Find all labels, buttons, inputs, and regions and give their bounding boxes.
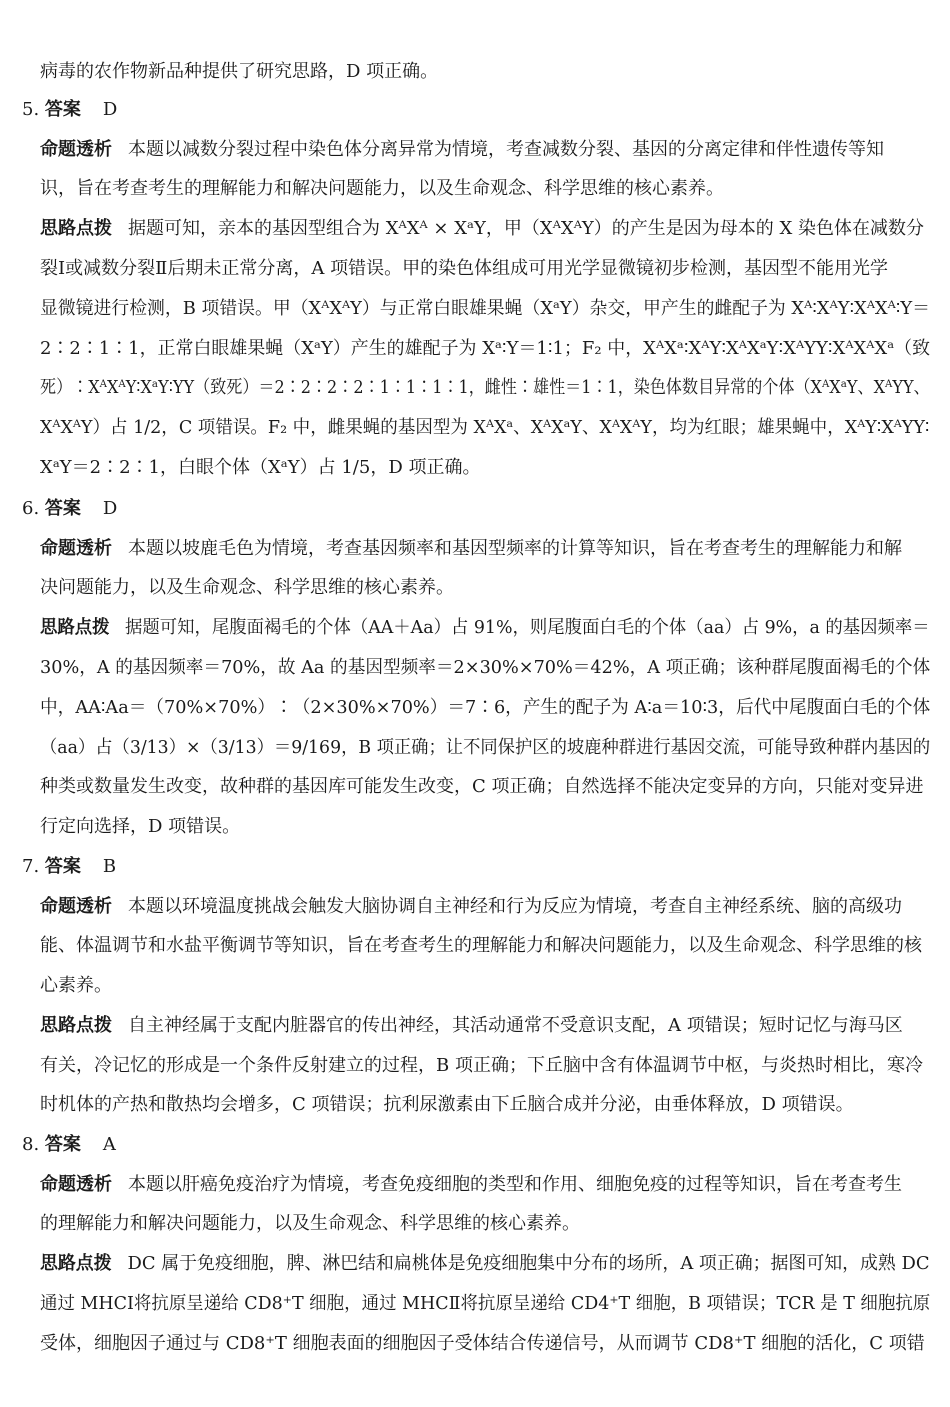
text-line: 行定向选择，D 项错误。 [40,816,241,837]
analysis-line [40,138,884,162]
question-number: 7. [22,856,40,877]
text-line: 裂Ⅰ或减数分裂Ⅱ后期未正常分离，A 项错误。甲的染色体组成可用光学显微镜初步检测，基因型不能用光学 [40,258,889,279]
analysis-label: 命题透析 [40,139,112,160]
question-number: 6. [22,498,40,519]
text-line: XᵃY＝2∶2∶1，白眼个体（XᵃY）占 1/5，D 项正确。 [40,457,481,478]
answer-label: 答案 [44,99,81,120]
analysis-line: 决问题能力，以及生命观念、科学思维的核心素养。 [40,577,454,598]
answer-label: 答案 [44,498,81,519]
answer-value: B [102,856,117,877]
text-line: 通过 MHCⅠ将抗原呈递给 CD8⁺T 细胞，通过 MHCⅡ将抗原呈递给 CD4⁺T 细胞，B 项错误；TCR 是 T 细胞抗原 [40,1293,931,1314]
text-line: 病毒的农作物新品种提供了研究思路，D 项正确。 [40,61,439,82]
text-line: XᴬXᴬY）占 1/2，C 项错误。F₂ 中，雌果蝇的基因型为 XᴬXᵃ、XᴬXᵃY、XᴬXᴬY，均为红眼；雄果蝇中，XᴬY∶XᴬYY∶ [40,417,930,438]
analysis-label: 命题透析 [40,538,112,559]
analysis-text: 本题以坡鹿毛色为情境，考查基因频率和基因型频率的计算等知识，旨在考查考生的理解能力和解 [128,538,902,559]
analysis-line: 能、体温调节和水盐平衡调节等知识，旨在考查考生的理解能力和解决问题能力，以及生命观念、科学思维的核 [40,935,922,956]
question-number: 8. [22,1134,40,1155]
hint-text: 自主神经属于支配内脏器官的传出神经，其活动通常不受意识支配，A 项错误；短时记忆与海马区 [128,1015,903,1036]
text-line: 时机体的产热和散热均会增多，C 项错误；抗利尿激素由下丘脑合成并分泌，由垂体释放，D 项错误。 [40,1094,854,1115]
analysis-text: 本题以减数分裂过程中染色体分离异常为情境，考查减数分裂、基因的分离定律和伴性遗传等知 [128,139,884,160]
analysis-text: 本题以肝癌免疫治疗为情境，考查免疫细胞的类型和作用、细胞免疫的过程等知识，旨在考查考生 [128,1174,902,1195]
analysis-text: 本题以环境温度挑战会触发大脑协调自主神经和行为反应为情境，考查自主神经系统、脑的高级功 [128,896,902,917]
hint-text: DC 属于免疫细胞，脾、淋巴结和扁桃体是免疫细胞集中分布的场所，A 项正确；据图可知，成熟 DC [127,1253,930,1274]
answer-label: 答案 [44,1134,81,1155]
analysis-line: 心素养。 [40,975,112,996]
question-5-answer [22,98,117,122]
analysis-label: 命题透析 [40,1174,112,1195]
hint-label: 思路点拨 [40,617,110,638]
hint-label: 思路点拨 [40,1015,112,1036]
text-line: 有关，冷记忆的形成是一个条件反射建立的过程，B 项正确；下丘脑中含有体温调节中枢，与炎热时相比，寒冷 [40,1055,923,1076]
hint-line [40,1252,930,1276]
hint-line [40,616,930,640]
question-7-answer [22,855,116,879]
analysis-line [40,537,902,561]
text-line: （aa）占（3/13）×（3/13）＝9/169，B 项正确；让不同保护区的坡鹿种群进行基因交流，可能导致种群内基因的 [40,737,931,758]
analysis-line [40,895,902,919]
hint-text: 据题可知，亲本的基因型组合为 XᴬXᴬ × XᵃY，甲（XᴬXᴬY）的产生是因为母本的 X 染色体在减数分 [128,218,925,239]
text-line: 种类或数量发生改变，故种群的基因库可能发生改变，C 项正确；自然选择不能决定变异的方向，只能对变异进 [40,776,924,797]
analysis-line: 识，旨在考查考生的理解能力和解决问题能力，以及生命观念、科学思维的核心素养。 [40,178,724,199]
answer-label: 答案 [44,856,81,877]
question-6-answer [22,497,117,521]
text-line: 中，AA∶Aa＝（70%×70%）∶（2×30%×70%）＝7∶6，产生的配子为 A∶a＝10∶3，后代中尾腹面白毛的个体 [40,697,931,718]
question-8-answer [22,1133,116,1157]
text-line: 受体，细胞因子通过与 CD8⁺T 细胞表面的细胞因子受体结合传递信号，从而调节 CD8⁺T 细胞的活化，C 项错 [40,1333,925,1354]
text-line: 死）∶XᴬXᴬY∶XᵃY∶YY（致死）＝2∶2∶2∶2∶1∶1∶1∶1，雌性∶雄性＝1∶1，染色体数目异常的个体（XᴬXᵃY、XᴬYY、 [40,377,930,398]
answer-value: D [102,498,118,519]
analysis-line: 的理解能力和解决问题能力，以及生命观念、科学思维的核心素养。 [40,1213,580,1234]
hint-label: 思路点拨 [40,1253,112,1274]
text-line: 30%，A 的基因频率＝70%，故 Aa 的基因型频率＝2×30%×70%＝42%，A 项正确；该种群尾腹面褐毛的个体 [40,657,931,678]
hint-label: 思路点拨 [40,218,112,239]
answer-value: D [102,99,118,120]
hint-line [40,217,924,241]
hint-text: 据题可知，尾腹面褐毛的个体（AA＋Aa）占 91%，则尾腹面白毛的个体（aa）占 9%，a 的基因频率＝ [124,617,930,638]
text-line: 显微镜进行检测，B 项错误。甲（XᴬXᴬY）与正常白眼雄果蝇（XᵃY）杂交，甲产生的雌配子为 Xᴬ∶XᴬY∶XᴬXᴬ∶Y＝ [40,298,931,319]
hint-line [40,1014,903,1038]
text-line: 2∶2∶1∶1，正常白眼雄果蝇（XᵃY）产生的雄配子为 Xᵃ∶Y＝1∶1；F₂ 中，XᴬXᵃ∶XᴬY∶XᴬXᵃY∶XᴬYY∶XᴬXᴬXᵃ（致 [40,338,931,359]
analysis-label: 命题透析 [40,896,112,917]
question-number: 5. [22,99,40,120]
answer-value: A [102,1134,116,1155]
analysis-line [40,1173,902,1197]
